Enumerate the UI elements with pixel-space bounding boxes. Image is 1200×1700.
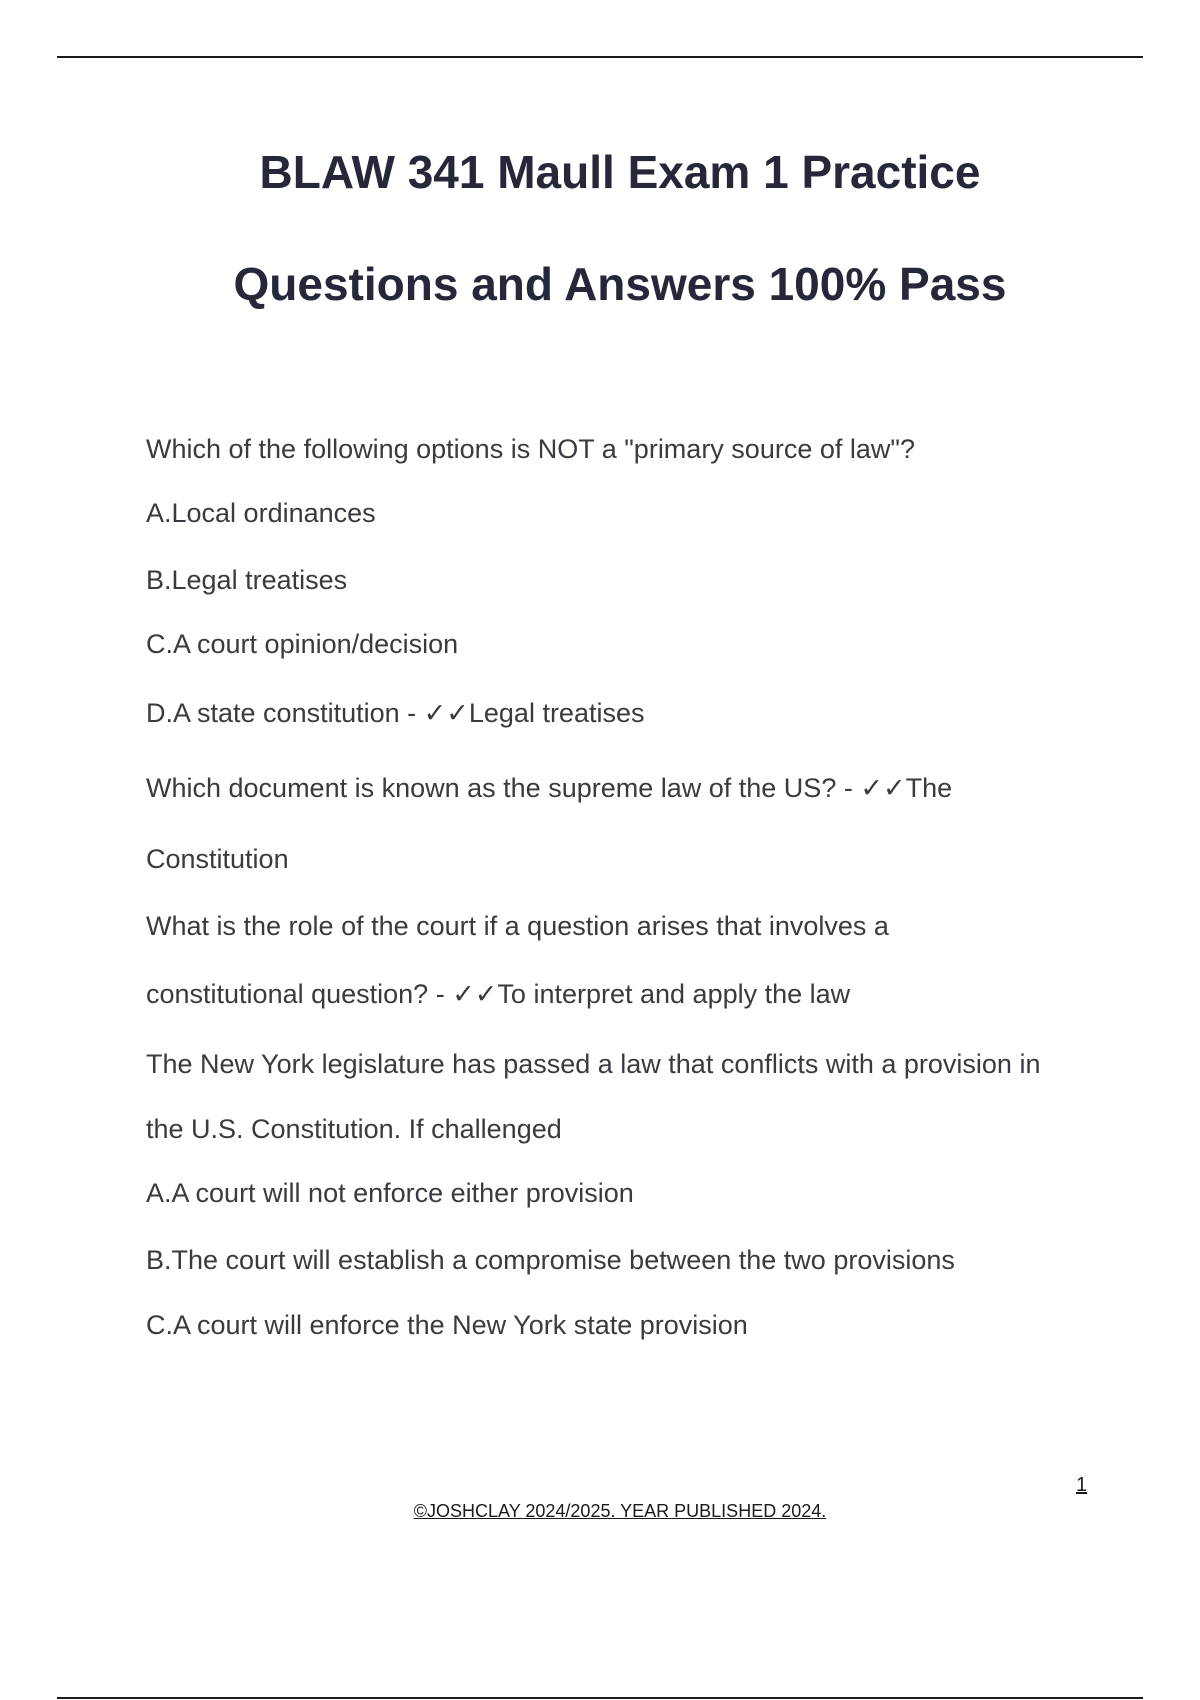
question-1-text: Which of the following options is NOT a "primary source of law"? [146,434,915,464]
question-2-text: Which document is known as the supreme law of the US? - ✓✓The [146,773,953,803]
question-1-option-c: C.A court opinion/decision [146,629,459,659]
top-rule [57,56,1143,58]
question-4-option-a: A.A court will not enforce either provision [146,1178,634,1208]
question-4-text: The New York legislature has passed a law that conflicts with a provision in [146,1049,1041,1079]
question-1-option-a: A.Local ordinances [146,498,376,528]
copyright-footer: ©JOSHCLAY 2024/2025. YEAR PUBLISHED 2024. [413,1501,827,1521]
question-2-answer-continued: Constitution [146,844,289,874]
question-3-answer: constitutional question? - ✓✓To interpret and apply the law [146,979,851,1009]
question-4-text-continued: the U.S. Constitution. If challenged [146,1114,562,1144]
question-4-option-b: B.The court will establish a compromise between the two provisions [146,1245,955,1275]
question-1-option-d-answer: D.A state constitution - ✓✓Legal treatises [146,698,645,728]
question-4-option-c: C.A court will enforce the New York state provision [146,1310,748,1340]
document-title-line-2: Questions and Answers 100% Pass [233,258,1007,310]
bottom-rule [57,1697,1143,1699]
page-number: 1 [1076,1474,1088,1496]
document-title-line-1: BLAW 341 Maull Exam 1 Practice [259,146,981,198]
question-1-option-b: B.Legal treatises [146,565,348,595]
question-3-text: What is the role of the court if a question arises that involves a [146,911,889,941]
